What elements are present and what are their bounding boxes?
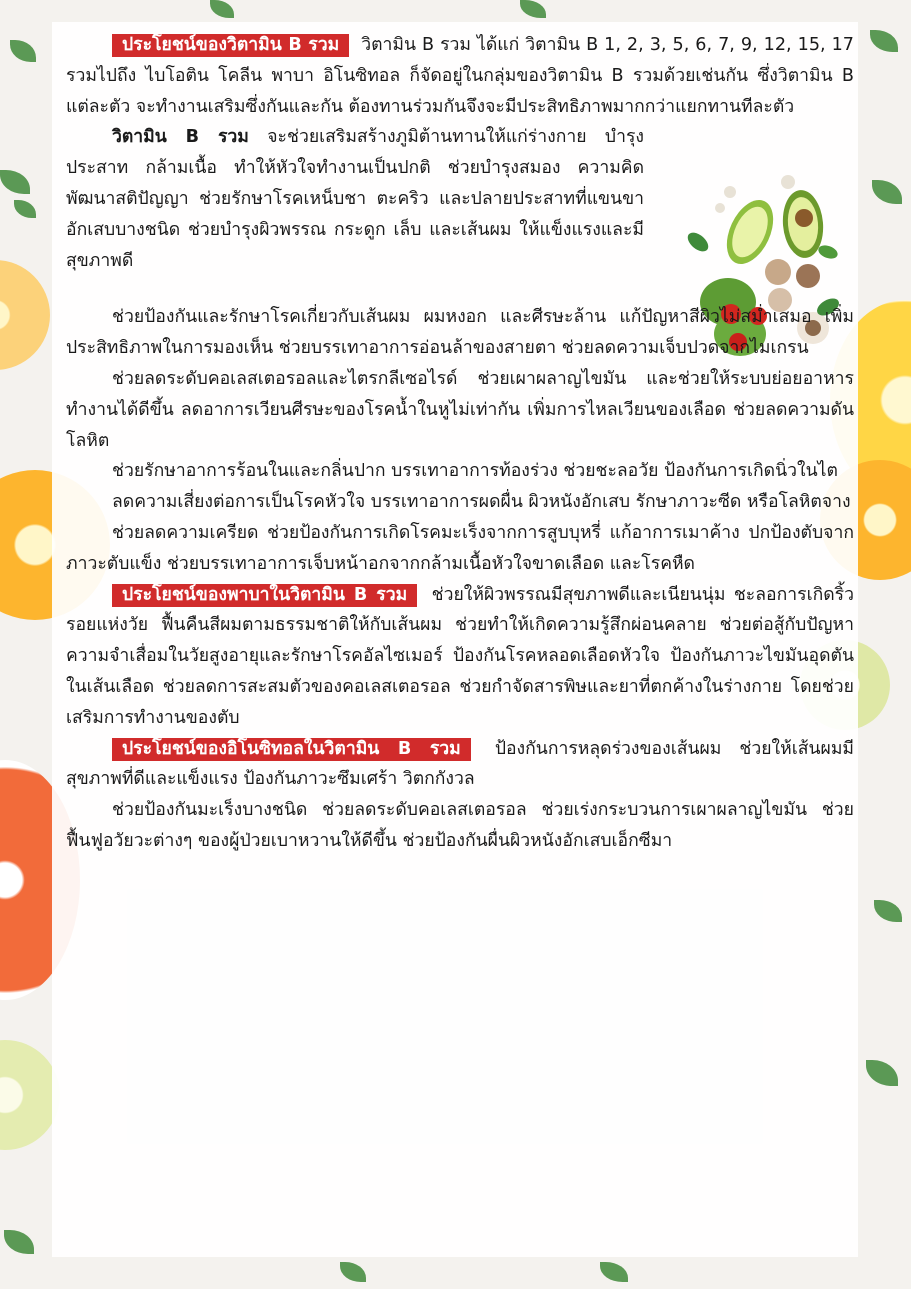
section-heading-vitamin-b-complex: ประโยชน์ของวิตามิน B รวม bbox=[112, 34, 349, 57]
article-body bbox=[66, 30, 854, 857]
leaf-decoration bbox=[14, 200, 36, 218]
section-heading-paba: ประโยชน์ของพาบาในวิตามิน B รวม bbox=[112, 584, 417, 607]
leaf-decoration bbox=[340, 1262, 366, 1282]
paba-paragraph bbox=[66, 580, 854, 734]
paragraph-text: ป้องกันการหลุดร่วงของเส้นผม ช่วยให้เส้นผมมีสุขภาพที่ดีและแข็งแรง ป้องกันภาวะซึมเศร้า วิตกกังวล bbox=[66, 738, 855, 790]
paragraph-text: จะช่วยเสริมสร้างภูมิต้านทานให้แก่ร่างกาย บำรุงประสาท กล้ามเนื้อ ทำให้หัวใจทำงานเป็นปกติ ช่วยบำรุงสมอง ความคิด พัฒนาสติปัญญา ช่วยรักษาโรคเหน็บชา ตะคริว และปลายประสาทที่แขนขาอักเสบบางชนิด ช่วยบำรุงผิวพรรณ กระดูก เล็บ และเส้นผม ให้แข็งแรงและมีสุขภาพดี bbox=[66, 127, 644, 271]
section-heading-inositol: ประโยชน์ของอิโนซิทอลในวิตามิน B รวม bbox=[112, 738, 471, 761]
leaf-decoration bbox=[0, 170, 30, 194]
inositol-paragraph bbox=[66, 734, 854, 796]
leaf-decoration bbox=[210, 0, 234, 18]
leaf-decoration bbox=[872, 180, 902, 204]
vitamin-b-complex-intro-paragraph bbox=[66, 30, 854, 122]
leaf-decoration bbox=[870, 30, 898, 52]
leaf-decoration bbox=[874, 900, 902, 922]
illustration-spacer bbox=[644, 122, 854, 302]
benefit-paragraph: ช่วยป้องกันและรักษาโรคเกี่ยวกับเส้นผม ผมหงอก และศีรษะล้าน แก้ปัญหาสีผิวไม่สม่ำเสมอ เพิ่มประสิทธิภาพในการมองเห็น ช่วยบรรเทาอาการอ่อนล้าของสายตา ช่วยลดความเจ็บปวดจากไมเกรน bbox=[66, 307, 854, 359]
lime-slice-decoration bbox=[0, 1040, 60, 1150]
leaf-decoration bbox=[10, 40, 36, 62]
inositol-paragraph-2: ช่วยป้องกันมะเร็งบางชนิด ช่วยลดระดับคอเลสเตอรอล ช่วยเร่งกระบวนการเผาผลาญไขมัน ช่วยฟื้นฟูอวัยวะต่างๆ ของผู้ป่วยเบาหวานให้ดีขึ้น ช่วยป้องกันผื่นผิวหนังอักเสบเอ็กซีมา bbox=[66, 800, 854, 851]
benefit-paragraph: ช่วยลดระดับคอเลสเตอรอลและไตรกลีเซอไรด์ ช่วยเผาผลาญไขมัน และช่วยให้ระบบย่อยอาหารทำงานได้ดีขึ้น ลดอาการเวียนศีรษะของโรคน้ำในหูไม่เท่ากัน เพิ่มการไหลเวียนของเลือด ช่วยลดความดันโลหิต bbox=[66, 368, 854, 451]
paragraph-text: วิตามิน B รวม ได้แก่ วิตามิน B 1, 2, 3, 5, 6, 7, 9, 12, 15, 17 รวมไปถึง ไบโอติน โคลีน พาบา อิโนซิทอล ก็จัดอยู่ในกลุ่มของวิตามิน B รวมด้วยเช่นกัน ซึ่งวิตามิน B แต่ละตัว จะทำงานเสริมซึ่งกันและกัน ต้องทานร่วมกันจึงจะมีประสิทธิภาพมากกว่าแยกทานทีละตัว bbox=[66, 35, 854, 117]
paragraph-text: ช่วยให้ผิวพรรณมีสุขภาพดีและเนียนนุ่ม ชะลอการเกิดริ้วรอยแห่งวัย ฟื้นคืนสีผมตามธรรมชาติให้กับเส้นผม ช่วยทำให้เกิดความรู้สึกผ่อนคลาย ช่วยต่อสู้กับปัญหาความจำเสื่อมในวัยสูงอายุและรักษาโรคอัลไซเมอร์ ป้องกันโรคหลอดเลือดหัวใจ ป้องกันภาวะไขมันอุดตันในเส้นเลือด ช่วยลดการสะสมตัวของคอเลสเตอรอล ช่วยกำจัดสารพิษและยาที่ตกค้างในร่างกาย โดยช่วยเสริมการทำงานของตับ bbox=[66, 584, 855, 728]
leaf-decoration bbox=[4, 1230, 34, 1254]
benefit-paragraph: ช่วยรักษาอาการร้อนในและกลิ่นปาก บรรเทาอาการท้องร่วง ช่วยชะลอวัย ป้องกันการเกิดนิ่วในไต bbox=[112, 461, 838, 482]
benefit-paragraph: ช่วยลดความเครียด ช่วยป้องกันการเกิดโรคมะเร็งจากการสูบบุหรี่ แก้อาการเมาค้าง ปกป้องตับจากภาวะตับแข็ง ช่วยบรรเทาอาการเจ็บหน้าอกจากกล้ามเนื้อหัวใจขาดเลือด และโรคหืด bbox=[66, 522, 854, 574]
bold-lead-text: วิตามิน B รวม bbox=[112, 127, 249, 148]
benefit-paragraph: ลดความเสี่ยงต่อการเป็นโรคหัวใจ บรรเทาอาการผดผื่น ผิวหนังอักเสบ รักษาภาวะซีด หรือโลหิตจาง bbox=[112, 492, 851, 513]
orange-slice-decoration bbox=[0, 260, 50, 370]
leaf-decoration bbox=[866, 1060, 898, 1086]
leaf-decoration bbox=[600, 1262, 628, 1282]
leaf-decoration bbox=[520, 0, 546, 18]
